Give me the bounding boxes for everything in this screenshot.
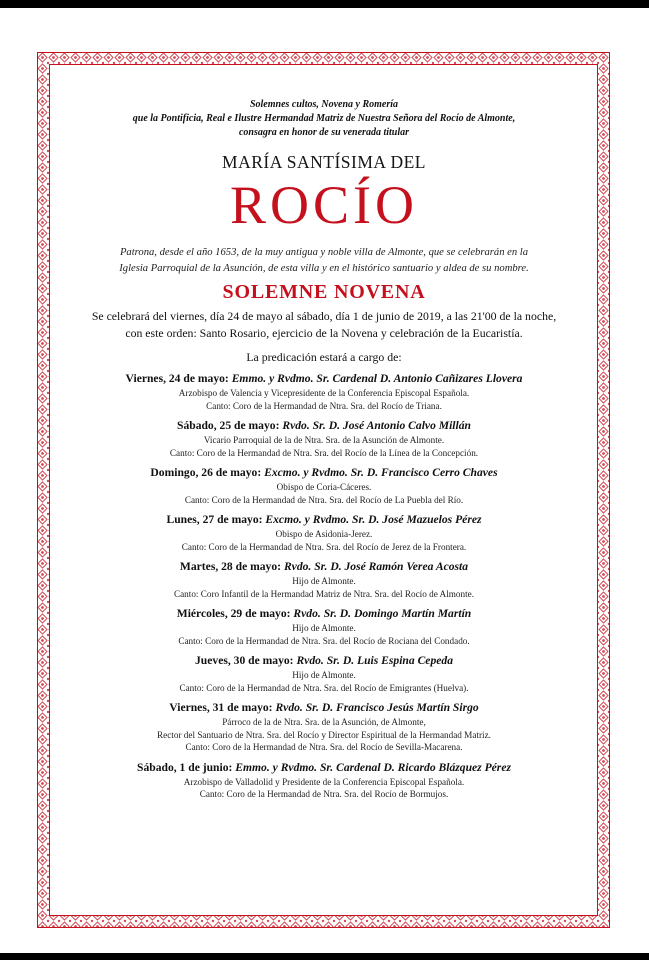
entry-preacher: Rvdo. Sr. D. Francisco Jesús Martín Sirgo xyxy=(275,701,479,714)
entry-day-7 xyxy=(56,653,592,694)
entry-preacher: Emmo. y Rvdmo. Sr. Cardenal D. Antonio Cañizares Llovera xyxy=(231,372,523,385)
entry-line: Hijo de Almonte. xyxy=(292,623,356,633)
entry-day: Lunes, 27 de mayo: xyxy=(166,513,263,526)
poster-content xyxy=(56,70,592,910)
entry-preacher: Rvdo. Sr. D. Luis Espina Cepeda xyxy=(296,654,453,667)
entry-line: Vicario Parroquial de la de Ntra. Sra. de la Asunción de Almonte. xyxy=(203,435,445,445)
entry-day: Viernes, 24 de mayo: xyxy=(125,372,229,385)
entry-line: Canto: Coro de la Hermandad de Ntra. Sra. del Rocío de Triana. xyxy=(206,400,442,411)
entry-line: Arzobispo de Valencia y Vicepresidente de la Conferencia Episcopal Española. xyxy=(178,388,470,398)
entry-day-8 xyxy=(56,700,592,754)
entry-line: Canto: Coro de la Hermandad de Ntra. Sra. del Rocío de Rociana del Condado. xyxy=(178,635,470,646)
poster-page xyxy=(0,8,649,953)
entry-preacher: Excmo. y Rvdmo. Sr. D. José Mazuelos Pérez xyxy=(265,513,482,526)
entry-line: Hijo de Almonte. xyxy=(292,576,356,586)
section-title: SOLEMNE NOVENA xyxy=(222,281,426,303)
entry-day-5 xyxy=(56,559,592,600)
entry-line: Canto: Coro de la Hermandad de Ntra. Sra. del Rocío de la Línea de la Concepción. xyxy=(169,447,479,458)
patrona-line: Patrona, desde el año 1653, de la muy antigua y noble villa de Almonte, que se celebrarán en la xyxy=(119,247,529,258)
entry-line: Canto: Coro de la Hermandad de Ntra. Sra. del Rocío de Bormujos. xyxy=(199,789,449,799)
entry-line: Canto: Coro de la Hermandad de Ntra. Sra. del Rocío de Jerez de la Frontera. xyxy=(181,541,467,552)
entry-preacher: Rvdo. Sr. D. Domingo Martín Martín xyxy=(293,607,472,620)
entry-preacher: Excmo. y Rvdmo. Sr. D. Francisco Cerro Chaves xyxy=(264,466,498,479)
entry-line: Obispo de Asidonia-Jerez. xyxy=(275,529,373,539)
entry-day-9 xyxy=(56,760,592,801)
entry-day: Sábado, 25 de mayo: xyxy=(177,419,280,432)
intro-line: consagra en honor de su venerada titular xyxy=(238,127,410,138)
intro-line: Solemnes cultos, Novena y Romería xyxy=(249,99,399,110)
entry-line: Canto: Coro Infantil de la Hermandad Matriz de Ntra. Sra. del Rocío de Almonte. xyxy=(173,588,475,599)
subtitle: MARÍA SANTÍSIMA DEL xyxy=(222,152,426,172)
entry-day: Domingo, 26 de mayo: xyxy=(150,466,262,479)
entry-day-3 xyxy=(56,465,592,506)
entry-preacher: Rvdo. Sr. D. José Antonio Calvo Millán xyxy=(282,419,471,432)
entry-day: Sábado, 1 de junio: xyxy=(137,760,233,774)
entry-line: Canto: Coro de la Hermandad de Ntra. Sra. del Rocío de Emigrantes (Huelva). xyxy=(179,682,469,693)
schedule-line: Se celebrará del viernes, día 24 de mayo al sábado, día 1 de junio de 2019, a las 21'00 de la noche, xyxy=(91,309,557,323)
entry-line: Rector del Santuario de Ntra. Sra. del Rocío y Director Espiritual de la Hermandad Matriz. xyxy=(157,729,491,740)
entry-day-1 xyxy=(56,371,592,412)
schedule-text xyxy=(56,308,592,342)
entry-line: Obispo de Coria-Cáceres. xyxy=(276,482,372,492)
patrona-line: Iglesia Parroquial de la Asunción, de esta villa y en el histórico santuario y aldea de su nombre. xyxy=(119,263,529,274)
main-title: ROCÍO xyxy=(229,175,418,235)
entry-line: Arzobispo de Valladolid y Presidente de la Conferencia Episcopal Española. xyxy=(183,776,465,787)
intro-block xyxy=(56,98,592,140)
entry-day: Jueves, 30 de mayo: xyxy=(195,654,294,667)
intro-line: que la Pontificia, Real e Ilustre Hermandad Matriz de Nuestra Señora del Rocío de Almonte, xyxy=(132,113,516,124)
entry-day: Martes, 28 de mayo: xyxy=(179,560,282,573)
entry-day-2 xyxy=(56,418,592,459)
entry-line: Hijo de Almonte. xyxy=(292,670,356,680)
entry-line: Párroco de la de Ntra. Sra. de la Asunción, de Almonte, xyxy=(222,717,426,727)
entry-day: Viernes, 31 de mayo: xyxy=(169,701,273,714)
entry-line: Canto: Coro de la Hermandad de Ntra. Sra. del Rocío de La Puebla del Río. xyxy=(184,494,464,505)
entry-preacher: Rvdo. Sr. D. José Ramón Verea Acosta xyxy=(283,560,469,573)
entry-day: Miércoles, 29 de mayo: xyxy=(176,607,291,620)
schedule-line: con este orden: Santo Rosario, ejercicio de la Novena y celebración de la Eucaristía. xyxy=(125,326,523,340)
entry-line: Canto: Coro de la Hermandad de Ntra. Sra. del Rocío de Sevilla-Macarena. xyxy=(185,742,463,752)
preaching-intro: La predicación estará a cargo de: xyxy=(246,350,402,364)
entry-day-6 xyxy=(56,606,592,647)
patrona-text xyxy=(56,245,592,277)
entry-preacher: Emmo. y Rvdmo. Sr. Cardenal D. Ricardo Blázquez Pérez xyxy=(235,760,511,774)
entry-day-4 xyxy=(56,512,592,553)
